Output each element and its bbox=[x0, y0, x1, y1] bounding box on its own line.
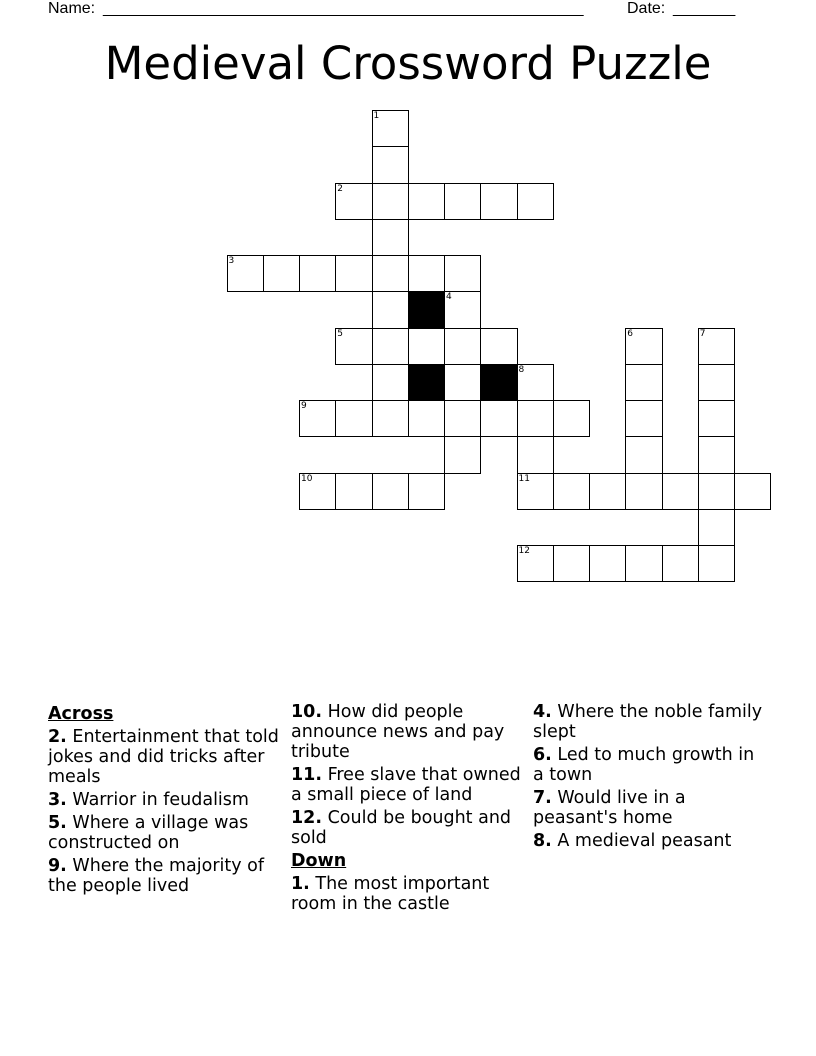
grid-cell-8[interactable] bbox=[517, 364, 554, 401]
grid-cell[interactable] bbox=[625, 400, 662, 437]
clue-text: How did people announce news and pay tribute bbox=[291, 702, 505, 762]
grid-cell[interactable] bbox=[372, 400, 409, 437]
grid-cell[interactable] bbox=[698, 400, 735, 437]
grid-cell[interactable] bbox=[372, 328, 409, 365]
clue-number: 5. bbox=[48, 813, 67, 833]
grid-cell[interactable] bbox=[372, 183, 409, 220]
clue-number: 4. bbox=[533, 702, 552, 722]
clue-down-1 bbox=[291, 874, 523, 914]
name-line[interactable]: ______________________________________________________ bbox=[103, 0, 584, 17]
clue-number: 1. bbox=[291, 874, 310, 894]
name-label: Name: bbox=[48, 0, 96, 17]
clue-across-3 bbox=[48, 790, 280, 810]
cell-number: 5 bbox=[337, 328, 343, 339]
clue-across-2 bbox=[48, 727, 280, 787]
cell-number: 4 bbox=[446, 292, 452, 303]
grid-cell[interactable] bbox=[698, 545, 735, 582]
grid-cell[interactable] bbox=[698, 473, 735, 510]
cell-number: 11 bbox=[518, 473, 530, 484]
grid-cell[interactable] bbox=[408, 400, 445, 437]
cell-number: 1 bbox=[373, 111, 380, 121]
grid-cell[interactable] bbox=[444, 255, 481, 292]
grid-cell[interactable] bbox=[444, 328, 481, 365]
clue-down-8 bbox=[533, 831, 765, 851]
clue-number: 7. bbox=[533, 788, 552, 808]
grid-cell[interactable] bbox=[372, 291, 409, 328]
clue-text: Could be bought and sold bbox=[291, 808, 512, 848]
grid-cell[interactable] bbox=[408, 255, 445, 292]
clue-text: Free slave that owned a small piece of land bbox=[291, 765, 521, 805]
cell-number: 10 bbox=[301, 473, 313, 484]
clue-text: Led to much growth in a town bbox=[533, 745, 755, 785]
clue-column-3 bbox=[533, 702, 765, 854]
grid-cell-9[interactable] bbox=[299, 400, 336, 437]
grid-cell-2[interactable] bbox=[335, 183, 372, 220]
grid-cell-5[interactable] bbox=[335, 328, 372, 365]
clue-text: A medieval peasant bbox=[551, 831, 732, 851]
grid-cell-7[interactable] bbox=[698, 328, 735, 365]
down-heading: Down bbox=[291, 851, 347, 871]
grid-cell[interactable] bbox=[517, 436, 554, 473]
clue-text: Would live in a peasant's home bbox=[533, 788, 686, 828]
grid-cell[interactable] bbox=[698, 509, 735, 546]
grid-cell[interactable] bbox=[625, 473, 662, 510]
clue-number: 6. bbox=[533, 745, 552, 765]
cell-number: 3 bbox=[228, 256, 235, 266]
clue-number: 10. bbox=[291, 702, 323, 722]
grid-cell[interactable] bbox=[589, 473, 626, 510]
clue-down-6 bbox=[533, 745, 765, 785]
grid-cell[interactable] bbox=[335, 473, 372, 510]
grid-cell[interactable] bbox=[517, 183, 554, 220]
clue-text: Where the noble family slept bbox=[533, 702, 763, 742]
grid-cell[interactable] bbox=[408, 183, 445, 220]
grid-cell[interactable] bbox=[444, 364, 481, 401]
grid-cell[interactable] bbox=[372, 473, 409, 510]
black-square bbox=[408, 364, 445, 401]
black-square bbox=[480, 364, 517, 401]
black-square bbox=[408, 291, 445, 328]
grid-cell[interactable] bbox=[408, 473, 445, 510]
grid-cell-12[interactable] bbox=[517, 545, 554, 582]
cell-number: 9 bbox=[301, 401, 307, 411]
cell-number: 6 bbox=[627, 328, 633, 339]
grid-cell-10[interactable] bbox=[299, 473, 336, 510]
grid-cell[interactable] bbox=[698, 364, 735, 401]
clue-number: 12. bbox=[291, 808, 323, 828]
grid-cell[interactable] bbox=[662, 545, 699, 582]
grid-cell[interactable] bbox=[480, 183, 517, 220]
grid-cell[interactable] bbox=[444, 436, 481, 473]
clue-text: The most important room in the castle bbox=[291, 874, 490, 914]
clue-number: 3. bbox=[48, 790, 67, 810]
grid-cell-11[interactable] bbox=[517, 473, 554, 510]
clue-down-4 bbox=[533, 702, 765, 742]
grid-cell[interactable] bbox=[553, 400, 590, 437]
grid-cell[interactable] bbox=[517, 400, 554, 437]
grid-cell-1[interactable] bbox=[372, 110, 409, 147]
grid-cell[interactable] bbox=[335, 255, 372, 292]
grid-cell[interactable] bbox=[299, 255, 336, 292]
clue-across-5 bbox=[48, 813, 280, 853]
cell-number: 8 bbox=[518, 364, 525, 375]
grid-cell[interactable] bbox=[589, 545, 626, 582]
grid-cell[interactable] bbox=[335, 400, 372, 437]
grid-cell[interactable] bbox=[480, 400, 517, 437]
clue-text: Where the majority of the people lived bbox=[48, 856, 265, 896]
clue-across-9 bbox=[48, 856, 280, 896]
clue-column-1 bbox=[48, 702, 280, 899]
grid-cell[interactable] bbox=[444, 400, 481, 437]
clue-text: Warrior in feudalism bbox=[66, 790, 249, 810]
grid-cell[interactable] bbox=[553, 545, 590, 582]
grid-cell[interactable] bbox=[444, 183, 481, 220]
clue-across-10 bbox=[291, 702, 523, 762]
clue-number: 9. bbox=[48, 856, 67, 876]
grid-cell[interactable] bbox=[372, 219, 409, 256]
grid-cell[interactable] bbox=[734, 473, 771, 510]
clue-text: Entertainment that told jokes and did tricks after meals bbox=[48, 727, 279, 787]
clue-text: Where a village was constructed on bbox=[48, 813, 249, 853]
clue-column-2 bbox=[291, 702, 523, 917]
cell-number: 12 bbox=[518, 546, 530, 556]
date-label: Date: bbox=[627, 0, 666, 17]
clue-number: 8. bbox=[533, 831, 552, 851]
grid-cell-6[interactable] bbox=[625, 328, 662, 365]
grid-cell[interactable] bbox=[263, 255, 300, 292]
clue-number: 11. bbox=[291, 765, 323, 785]
grid-cell[interactable] bbox=[625, 364, 662, 401]
grid-cell[interactable] bbox=[662, 473, 699, 510]
clue-across-11 bbox=[291, 765, 523, 805]
cell-number: 7 bbox=[699, 328, 706, 339]
grid-cell[interactable] bbox=[372, 255, 409, 292]
page-title: Medieval Crossword Puzzle bbox=[104, 37, 712, 90]
grid-cell[interactable] bbox=[372, 364, 409, 401]
clue-down-7 bbox=[533, 788, 765, 828]
grid-cell-3[interactable] bbox=[227, 255, 264, 292]
grid-cell-4[interactable] bbox=[444, 291, 481, 328]
grid-cell[interactable] bbox=[408, 328, 445, 365]
across-heading: Across bbox=[48, 704, 114, 724]
cell-number: 2 bbox=[337, 183, 343, 194]
date-line[interactable]: _______ bbox=[673, 0, 736, 17]
grid-cell[interactable] bbox=[625, 545, 662, 582]
grid-cell[interactable] bbox=[480, 328, 517, 365]
grid-cell[interactable] bbox=[553, 473, 590, 510]
clue-across-12 bbox=[291, 808, 523, 848]
grid-cell[interactable] bbox=[372, 146, 409, 183]
clue-number: 2. bbox=[48, 727, 67, 747]
grid-cell[interactable] bbox=[625, 436, 662, 473]
grid-cell[interactable] bbox=[698, 436, 735, 473]
